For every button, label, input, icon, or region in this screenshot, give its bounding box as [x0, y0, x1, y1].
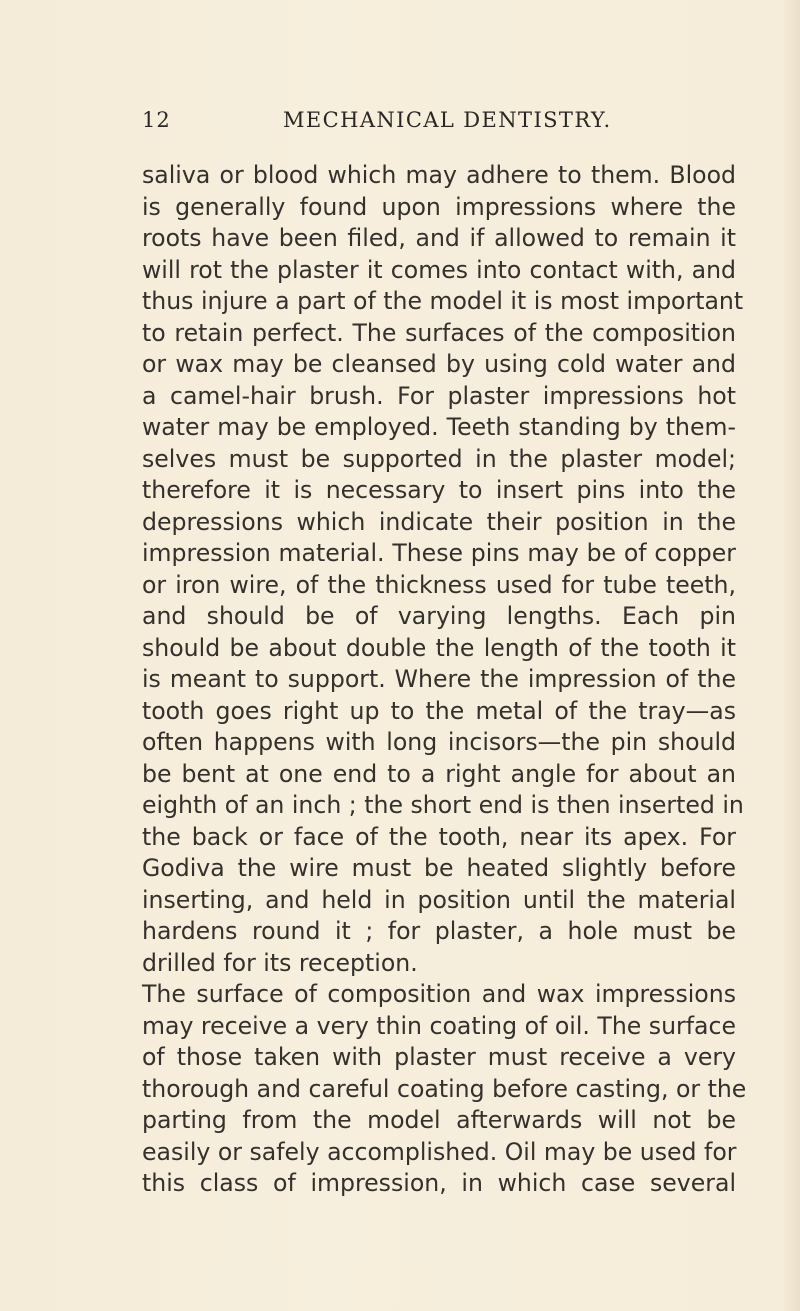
running-head: MECHANICAL DENTISTRY. [283, 108, 612, 132]
text-line: roots have been filed, and if allowed to remain it [142, 224, 736, 252]
text-line-paragraph-start: The surface of composition and wax impressions [142, 980, 736, 1008]
text-line: a camel-hair brush. For plaster impressions hot [142, 381, 736, 410]
text-line: water may be employed. Teeth standing by them- [142, 413, 736, 441]
body-text [142, 160, 747, 1200]
text-line: may receive a very thin coating of oil. The surface [142, 1011, 736, 1040]
text-line-paragraph-end: drilled for its reception. [142, 948, 418, 977]
text-line: parting from the model afterwards will not be [142, 1106, 736, 1134]
text-line: should be about double the length of the tooth it [142, 633, 736, 662]
text-line: hardens round it ; for plaster, a hole must be [142, 917, 736, 945]
text-line: impression material. These pins may be of copper [142, 539, 736, 567]
text-line: thus injure a part of the model it is most important [142, 287, 744, 315]
page-number: 12 [142, 108, 171, 132]
text-line: easily or safely accomplished. Oil may be used for [142, 1137, 737, 1166]
text-line: depressions which indicate their position in the [142, 507, 736, 536]
text-line: selves must be supported in the plaster model; [142, 444, 736, 473]
text-line: or iron wire, of the thickness used for tube teeth, [142, 570, 736, 599]
text-line: eighth of an inch ; the short end is then inserted in [142, 791, 744, 819]
text-line: of those taken with plaster must receive a very [142, 1043, 736, 1071]
text-line: inserting, and held in position until the material [142, 885, 736, 914]
text-line: be bent at one end to a right angle for about an [142, 759, 736, 788]
text-line: often happens with long incisors—the pin should [142, 728, 736, 756]
text-line: will rot the plaster it comes into contact with, and [142, 255, 736, 284]
text-line: Godiva the wire must be heated slightly before [142, 854, 736, 882]
text-line: thorough and careful coating before casting, or the [142, 1074, 747, 1103]
text-line: the back or face of the tooth, near its apex. For [142, 822, 736, 851]
text-line: therefore it is necessary to insert pins into the [142, 476, 736, 504]
text-line: is generally found upon impressions where the [142, 192, 736, 221]
text-line: this class of impression, in which case several [142, 1169, 736, 1197]
text-line: or wax may be cleansed by using cold water and [142, 350, 736, 378]
page-header [142, 108, 736, 138]
text-line: saliva or blood which may adhere to them. Blood [142, 161, 736, 189]
text-line: tooth goes right up to the metal of the tray—as [142, 696, 736, 725]
page-edge-shadow [782, 0, 800, 1311]
text-line: and should be of varying lengths. Each pin [142, 602, 736, 630]
text-line: is meant to support. Where the impression of the [142, 665, 736, 693]
text-line: to retain perfect. The surfaces of the composition [142, 318, 736, 347]
